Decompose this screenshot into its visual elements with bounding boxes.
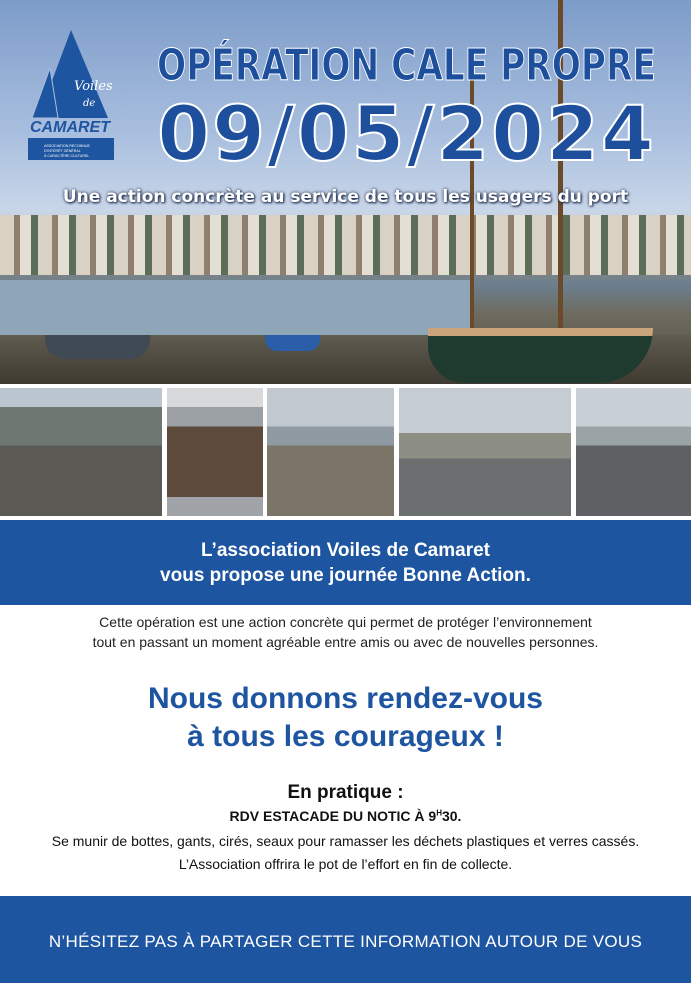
intro-line-1: Cette opération est une action concrète qui permet de protéger l’environnement xyxy=(99,614,592,630)
svg-text:de: de xyxy=(83,98,96,109)
dinghy xyxy=(265,335,320,351)
photo-beach-debris xyxy=(0,388,162,516)
event-title-text: OPÉRATION CALE PROPRE xyxy=(157,40,656,91)
svg-text:D'INTÉRÊT GÉNÉRAL: D'INTÉRÊT GÉNÉRAL xyxy=(44,149,81,153)
harbor-water xyxy=(0,280,470,335)
svg-text:À CARACTÈRE CULTUREL: À CARACTÈRE CULTUREL xyxy=(44,154,90,158)
event-title xyxy=(157,40,656,91)
banner-line-1: L’association Voiles de Camaret xyxy=(201,540,490,561)
equipment-text: Se munir de bottes, gants, cirés, seaux pour ramasser les déchets plastiques et verres cassés. xyxy=(51,833,640,849)
small-boat xyxy=(45,335,150,359)
photo-volunteers-tire xyxy=(399,388,571,516)
practical-info xyxy=(0,782,691,876)
photo-trailer-tires xyxy=(167,388,263,516)
event-date xyxy=(134,89,679,178)
call-to-action-heading xyxy=(0,680,691,756)
voiles-de-camaret-logo xyxy=(28,28,114,160)
share-footer: N’HÉSITEZ PAS À PARTAGER CETTE INFORMATION AUTOUR DE VOUS xyxy=(0,896,691,983)
event-date-text: 09/05/2024 xyxy=(157,89,656,178)
photo-strip xyxy=(0,388,691,518)
sailboat xyxy=(428,328,653,383)
event-subtitle: Une action concrète au service de tous les usagers du port xyxy=(62,187,629,207)
intro-text xyxy=(0,612,691,652)
intro-line-2: tout en passant un moment agréable entre amis ou avec de nouvelles personnes. xyxy=(92,634,599,650)
banner-line-2: vous propose une journée Bonne Action. xyxy=(160,565,531,586)
association-banner xyxy=(0,520,691,605)
photo-slipway-cleanup xyxy=(576,388,691,516)
meeting-point-text: RDV ESTACADE DU NOTIC À 9 xyxy=(229,808,437,824)
meeting-point xyxy=(0,808,691,824)
call-line-2: à tous les courageux ! xyxy=(187,720,504,753)
svg-text:Voiles: Voiles xyxy=(74,79,113,94)
town-background xyxy=(0,215,691,275)
call-line-1: Nous donnons rendez-vous xyxy=(147,682,543,715)
refreshment-text: L’Association offrira le pot de l’effort en fin de collecte. xyxy=(178,856,513,872)
svg-text:ASSOCIATION RECONNUE: ASSOCIATION RECONNUE xyxy=(44,144,90,148)
meeting-time-end: 30. xyxy=(441,808,462,824)
practical-heading: En pratique : xyxy=(287,782,404,803)
photo-slipway-debris xyxy=(267,388,394,516)
svg-text:CAMARET: CAMARET xyxy=(30,119,110,136)
meeting-time-sup: H xyxy=(436,808,442,818)
